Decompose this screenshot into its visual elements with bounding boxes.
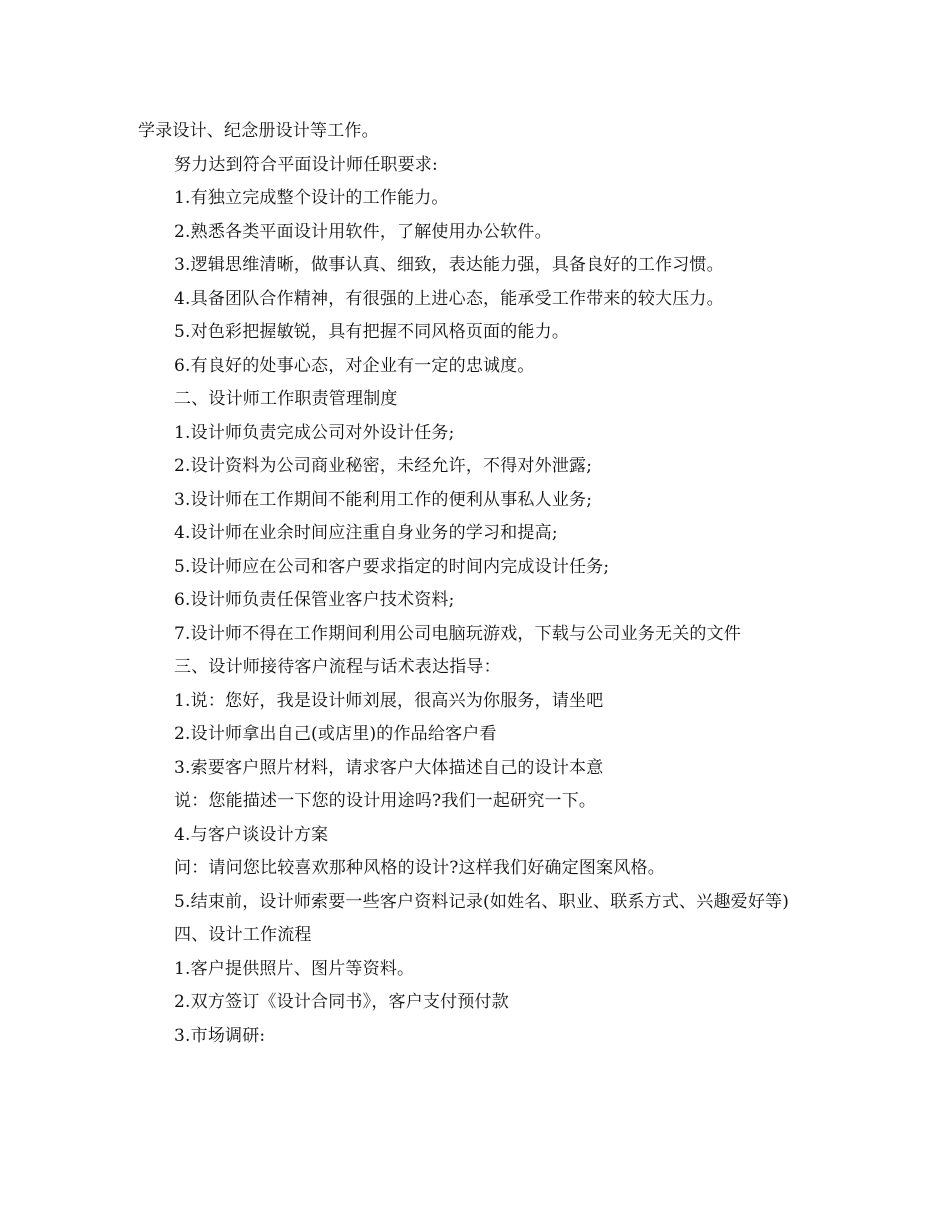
text-line: 3.逻辑思维清晰，做事认真、细致，表达能力强，具备良好的工作习惯。 bbox=[174, 255, 724, 275]
text-line: 5.设计师应在公司和客户要求指定的时间内完成设计任务; bbox=[174, 556, 610, 577]
text-line: 1.有独立完成整个设计的工作能力。 bbox=[174, 188, 449, 208]
text-line: 2.设计师拿出自己(或店里)的作品给客户看 bbox=[174, 724, 497, 744]
text-line: 1.设计师负责完成公司对外设计任务; bbox=[174, 422, 455, 443]
text-line: 3.市场调研: bbox=[174, 1025, 266, 1046]
text-line: 3.设计师在工作期间不能利用工作的便利从事私人业务; bbox=[174, 489, 593, 510]
text-lines-tail bbox=[138, 919, 818, 1053]
text-line: 3.索要客户照片材料，请求客户大体描述自己的设计本意 bbox=[174, 757, 604, 778]
text-line: 1.客户提供照片、图片等资料。 bbox=[174, 958, 415, 979]
text-line: 2.设计资料为公司商业秘密，未经允许，不得对外泄露; bbox=[174, 456, 593, 476]
text-line: 努力达到符合平面设计师任职要求: bbox=[174, 154, 438, 175]
text-lines bbox=[138, 115, 818, 886]
paragraph-wrapped: 5.结束前，设计师索要一些客户资料记录(如姓名、职业、联系方式、兴趣爱好等) bbox=[174, 891, 790, 912]
text-line: 三、设计师接待客户流程与话术表达指导： bbox=[174, 657, 501, 677]
text-line: 4.与客户谈设计方案 bbox=[174, 824, 329, 845]
text-line: 2.双方签订《设计合同书》，客户支付预付款 bbox=[174, 992, 509, 1012]
text-line: 1.说：您好，我是设计师刘展，很高兴为你服务，请坐吧 bbox=[174, 690, 604, 711]
text-line: 二、设计师工作职责管理制度 bbox=[174, 389, 398, 409]
text-line: 说：您能描述一下您的设计用途吗?我们一起研究一下。 bbox=[174, 791, 597, 811]
text-line: 学录设计、纪念册设计等工作。 bbox=[138, 121, 379, 141]
text-line: 四、设计工作流程 bbox=[174, 925, 312, 945]
text-line: 6.有良好的处事心态，对企业有一定的忠诚度。 bbox=[174, 355, 535, 376]
text-line: 5.对色彩把握敏锐，具有把握不同风格页面的能力。 bbox=[174, 322, 570, 342]
text-line: 7.设计师不得在工作期间利用公司电脑玩游戏，下载与公司业务无关的文件 bbox=[174, 623, 742, 644]
document-body bbox=[138, 115, 818, 1053]
text-line: 6.设计师负责任保管业客户技术资料; bbox=[174, 590, 455, 610]
text-line: 4.设计师在业余时间应注重自身业务的学习和提高; bbox=[174, 523, 558, 543]
text-line: 问：请问您比较喜欢那种风格的设计?这样我们好确定图案风格。 bbox=[174, 858, 665, 878]
text-line: 2.熟悉各类平面设计用软件，了解使用办公软件。 bbox=[174, 221, 552, 242]
text-line: 4.具备团队合作精神，有很强的上进心态，能承受工作带来的较大压力。 bbox=[174, 288, 724, 309]
